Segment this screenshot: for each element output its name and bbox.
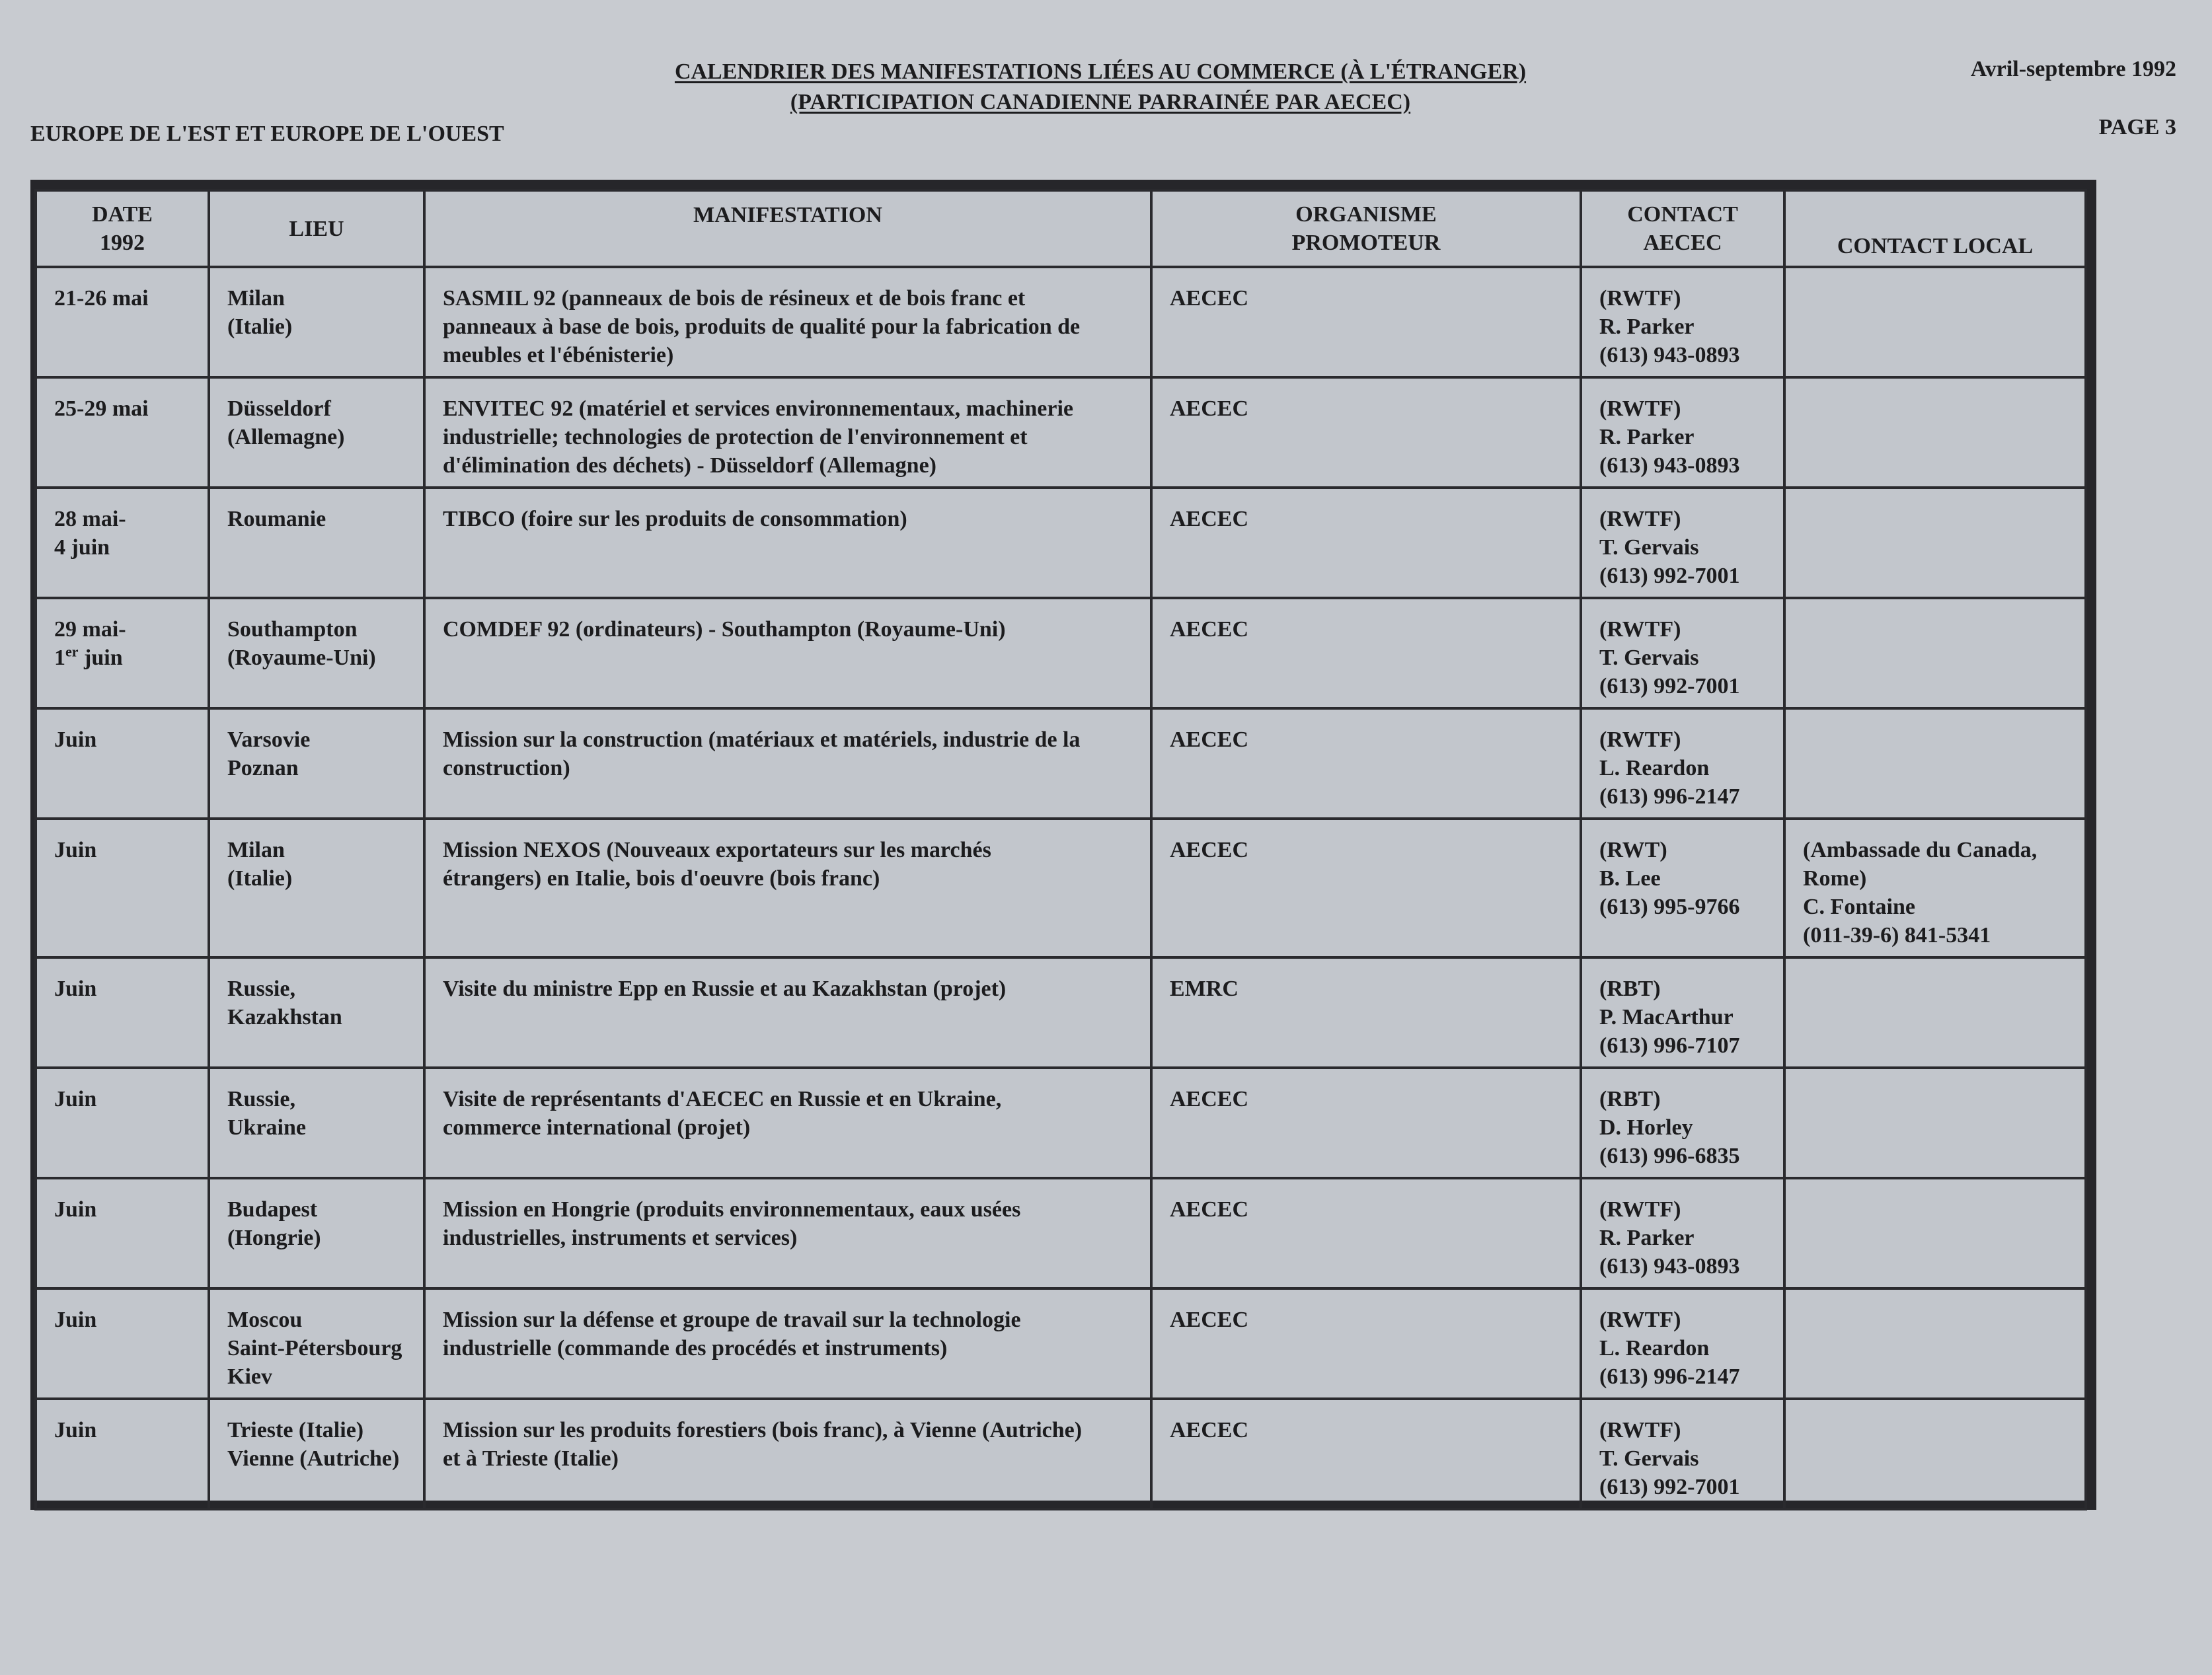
cell-organisme-line: AECEC (1170, 1197, 1249, 1222)
cell-contact-aecec-line: B. Lee (1599, 866, 1661, 891)
cell-manifestation (424, 1399, 1151, 1509)
cell-contact-aecec-line: (613) 943-0893 (1599, 453, 1740, 478)
cell-manifestation (424, 377, 1151, 488)
cell-lieu-line: Varsovie (227, 727, 311, 752)
cell-contact-aecec-line: P. MacArthur (1599, 1005, 1734, 1029)
cell-organisme-line: AECEC (1170, 396, 1249, 421)
cell-lieu (209, 1068, 424, 1178)
cell-contact-aecec (1581, 957, 1784, 1068)
cell-date-line: 1er juin (54, 643, 123, 670)
cell-manifestation-line: et à Trieste (Italie) (443, 1446, 619, 1471)
header-contact-local: CONTACT LOCAL (1784, 190, 2086, 267)
cell-contact-aecec-line: (RWTF) (1599, 286, 1681, 311)
cell-date-line: Juin (54, 1418, 97, 1442)
cell-lieu (209, 267, 424, 377)
header-date (36, 190, 209, 267)
cell-lieu (209, 1399, 424, 1509)
cell-lieu-line: (Italie) (227, 866, 293, 891)
table-row (36, 1178, 2086, 1288)
cell-lieu-line: Poznan (227, 756, 299, 780)
cell-date-line: Juin (54, 727, 97, 752)
cell-manifestation-line: panneaux à base de bois, produits de qualité pour la fabrication de (443, 315, 1081, 339)
cell-lieu-line: Milan (227, 838, 285, 862)
cell-date (36, 267, 209, 377)
cell-lieu (209, 819, 424, 957)
cell-contact-aecec (1581, 488, 1784, 598)
cell-contact-aecec (1581, 708, 1784, 819)
cell-organisme-line: AECEC (1170, 1087, 1249, 1111)
cell-lieu-line: (Hongrie) (227, 1226, 321, 1250)
header-date-line1: DATE (92, 202, 153, 227)
table-row (36, 1288, 2086, 1399)
cell-organisme (1151, 957, 1581, 1068)
cell-lieu-line: Saint-Pétersbourg (227, 1336, 402, 1360)
header-organisme-line1: ORGANISME (1295, 202, 1437, 227)
cell-date (36, 1288, 209, 1399)
cell-contact-aecec-line: R. Parker (1599, 425, 1695, 449)
cell-contact-aecec (1581, 1178, 1784, 1288)
cell-lieu (209, 1288, 424, 1399)
cell-manifestation-line: Visite de représentants d'AECEC en Russie et en Ukraine, (443, 1087, 1002, 1111)
cell-contact-aecec (1581, 598, 1784, 708)
cell-contact-aecec-line: T. Gervais (1599, 535, 1699, 560)
cell-organisme-line: AECEC (1170, 507, 1249, 531)
cell-lieu-line: Milan (227, 286, 285, 311)
cell-manifestation-line: Visite du ministre Epp en Russie et au Kazakhstan (projet) (443, 977, 1007, 1001)
cell-contact-local (1784, 957, 2086, 1068)
cell-lieu (209, 598, 424, 708)
table-row (36, 957, 2086, 1068)
cell-contact-local-line: C. Fontaine (1803, 895, 1915, 919)
cell-contact-aecec (1581, 819, 1784, 957)
cell-contact-aecec (1581, 1288, 1784, 1399)
header-contact-aecec (1581, 190, 1784, 267)
cell-lieu-line: Russie, (227, 977, 295, 1001)
cell-manifestation (424, 1288, 1151, 1399)
table-row (36, 488, 2086, 598)
cell-contact-local-line: (Ambassade du Canada, (1803, 838, 2038, 862)
cell-lieu-line: (Royaume-Uni) (227, 646, 376, 670)
table-row (36, 708, 2086, 819)
date-range: Avril-septembre 1992 (1970, 57, 2176, 81)
cell-manifestation-line: COMDEF 92 (ordinateurs) - Southampton (Royaume-Uni) (443, 617, 1006, 642)
cell-date-line: 4 juin (54, 535, 110, 560)
events-table (34, 189, 2087, 1510)
cell-contact-aecec-line: (613) 996-2147 (1599, 784, 1740, 809)
cell-lieu-line: Trieste (Italie) (227, 1418, 364, 1442)
cell-contact-aecec-line: R. Parker (1599, 315, 1695, 339)
header-aecec-line2: AECEC (1643, 231, 1722, 255)
cell-manifestation (424, 1068, 1151, 1178)
cell-lieu (209, 488, 424, 598)
cell-lieu (209, 708, 424, 819)
cell-organisme-line: EMRC (1170, 977, 1239, 1001)
cell-lieu-line: (Italie) (227, 315, 293, 339)
cell-lieu (209, 1178, 424, 1288)
cell-manifestation-line: SASMIL 92 (panneaux de bois de résineux et de bois franc et (443, 286, 1026, 311)
cell-organisme (1151, 598, 1581, 708)
cell-lieu (209, 957, 424, 1068)
cell-organisme (1151, 819, 1581, 957)
cell-manifestation (424, 267, 1151, 377)
title-line-1: CALENDRIER DES MANIFESTATIONS LIÉES AU COMMERCE (À L'ÉTRANGER) (674, 59, 1527, 84)
cell-date (36, 957, 209, 1068)
cell-contact-local-line: (011-39-6) 841-5341 (1803, 923, 1991, 948)
cell-contact-aecec (1581, 1399, 1784, 1509)
page-number: PAGE 3 (2098, 115, 2176, 139)
cell-contact-aecec-line: (RWTF) (1599, 1308, 1681, 1332)
cell-manifestation (424, 957, 1151, 1068)
cell-contact-aecec (1581, 377, 1784, 488)
cell-date (36, 598, 209, 708)
cell-contact-local (1784, 598, 2086, 708)
cell-contact-aecec (1581, 267, 1784, 377)
cell-contact-aecec (1581, 1068, 1784, 1178)
cell-date (36, 1068, 209, 1178)
cell-manifestation-line: construction) (443, 756, 570, 780)
events-table-frame (30, 180, 2096, 1510)
cell-organisme (1151, 488, 1581, 598)
cell-manifestation-line: industrielle; technologies de protection de l'environnement et (443, 425, 1028, 449)
cell-date-line: Juin (54, 977, 97, 1001)
cell-contact-local (1784, 1178, 2086, 1288)
header-date-line2: 1992 (100, 231, 145, 255)
cell-contact-aecec-line: L. Reardon (1599, 756, 1710, 780)
header-manifestation: MANIFESTATION (424, 190, 1151, 267)
header-organisme-line2: PROMOTEUR (1291, 231, 1441, 255)
cell-contact-local (1784, 488, 2086, 598)
cell-contact-local (1784, 1068, 2086, 1178)
cell-contact-aecec-line: (613) 943-0893 (1599, 1254, 1740, 1279)
cell-contact-aecec-line: (RWTF) (1599, 1197, 1681, 1222)
cell-manifestation-line: TIBCO (foire sur les produits de consommation) (443, 507, 907, 531)
cell-contact-aecec-line: (613) 995-9766 (1599, 895, 1740, 919)
cell-contact-aecec-line: T. Gervais (1599, 646, 1699, 670)
table-row (36, 377, 2086, 488)
cell-lieu-line: Budapest (227, 1197, 318, 1222)
cell-lieu-line: Kiev (227, 1364, 272, 1389)
cell-contact-aecec-line: (613) 992-7001 (1599, 564, 1740, 588)
cell-manifestation-line: Mission sur la construction (matériaux et matériels, industrie de la (443, 727, 1081, 752)
cell-date-line: 29 mai- (54, 617, 126, 642)
table-row (36, 1399, 2086, 1509)
table-row (36, 598, 2086, 708)
title-line-2: (PARTICIPATION CANADIENNE PARRAINÉE PAR AECEC) (790, 90, 1411, 114)
cell-lieu-line: Kazakhstan (227, 1005, 342, 1029)
table-row (36, 819, 2086, 957)
cell-manifestation (424, 1178, 1151, 1288)
cell-contact-aecec-line: (RWTF) (1599, 396, 1681, 421)
cell-date-line: Juin (54, 838, 97, 862)
cell-organisme-line: AECEC (1170, 617, 1249, 642)
cell-contact-aecec-line: (613) 996-6835 (1599, 1144, 1740, 1168)
table-body (36, 267, 2086, 1509)
cell-date-line: Juin (54, 1087, 97, 1111)
cell-manifestation-line: Mission sur la défense et groupe de travail sur la technologie (443, 1308, 1021, 1332)
cell-organisme (1151, 708, 1581, 819)
cell-lieu-line: Ukraine (227, 1115, 306, 1140)
cell-contact-aecec-line: (613) 992-7001 (1599, 674, 1740, 698)
cell-date-line: 25-29 mai (54, 396, 149, 421)
cell-organisme (1151, 1068, 1581, 1178)
cell-manifestation-line: Mission sur les produits forestiers (bois franc), à Vienne (Autriche) (443, 1418, 1083, 1442)
cell-date (36, 819, 209, 957)
cell-contact-aecec-line: (RWTF) (1599, 617, 1681, 642)
region-heading: EUROPE DE L'EST ET EUROPE DE L'OUEST (30, 122, 504, 146)
cell-organisme (1151, 1399, 1581, 1509)
cell-date (36, 708, 209, 819)
cell-date (36, 1399, 209, 1509)
cell-contact-aecec-line: (RBT) (1599, 1087, 1661, 1111)
cell-contact-aecec-line: D. Horley (1599, 1115, 1693, 1140)
cell-manifestation (424, 819, 1151, 957)
cell-lieu-line: Southampton (227, 617, 358, 642)
cell-contact-aecec-line: (RBT) (1599, 977, 1661, 1001)
cell-manifestation-line: industrielle (commande des procédés et instruments) (443, 1336, 948, 1360)
cell-organisme (1151, 1288, 1581, 1399)
cell-contact-aecec-line: (RWTF) (1599, 1418, 1681, 1442)
cell-manifestation (424, 598, 1151, 708)
cell-contact-local (1784, 1288, 2086, 1399)
cell-organisme-line: AECEC (1170, 1418, 1249, 1442)
cell-lieu-line: Vienne (Autriche) (227, 1446, 400, 1471)
cell-manifestation-line: Mission en Hongrie (produits environnementaux, eaux usées (443, 1197, 1021, 1222)
cell-contact-local (1784, 377, 2086, 488)
cell-contact-aecec-line: (RWT) (1599, 838, 1667, 862)
cell-date-line: 28 mai- (54, 507, 126, 531)
table-header-row (36, 190, 2086, 267)
cell-contact-aecec-line: T. Gervais (1599, 1446, 1699, 1471)
cell-lieu-line: Düsseldorf (227, 396, 331, 421)
cell-organisme-line: AECEC (1170, 727, 1249, 752)
cell-contact-aecec-line: L. Reardon (1599, 1336, 1710, 1360)
header-organisme (1151, 190, 1581, 267)
cell-contact-aecec-line: (613) 996-7107 (1599, 1033, 1740, 1058)
cell-organisme (1151, 1178, 1581, 1288)
cell-contact-aecec-line: (RWTF) (1599, 727, 1681, 752)
cell-contact-aecec-line: (613) 996-2147 (1599, 1364, 1740, 1389)
header-aecec-line1: CONTACT (1627, 202, 1738, 227)
cell-contact-local (1784, 819, 2086, 957)
cell-date-line: Juin (54, 1308, 97, 1332)
cell-manifestation-line: ENVITEC 92 (matériel et services environnementaux, machinerie (443, 396, 1074, 421)
cell-manifestation-line: commerce international (projet) (443, 1115, 751, 1140)
cell-organisme (1151, 377, 1581, 488)
cell-lieu-line: Russie, (227, 1087, 295, 1111)
cell-manifestation-line: d'élimination des déchets) - Düsseldorf (Allemagne) (443, 453, 937, 478)
cell-organisme-line: AECEC (1170, 838, 1249, 862)
cell-contact-local (1784, 1399, 2086, 1509)
cell-manifestation (424, 708, 1151, 819)
header-lieu: LIEU (209, 190, 424, 267)
cell-organisme (1151, 267, 1581, 377)
cell-manifestation-line: meubles et l'ébénisterie) (443, 343, 674, 367)
cell-lieu-line: (Allemagne) (227, 425, 345, 449)
cell-date-line: 21-26 mai (54, 286, 149, 311)
cell-manifestation-line: étrangers) en Italie, bois d'oeuvre (bois franc) (443, 866, 880, 891)
cell-contact-aecec-line: (613) 992-7001 (1599, 1475, 1740, 1499)
cell-date (36, 377, 209, 488)
cell-contact-local (1784, 267, 2086, 377)
cell-date-line: Juin (54, 1197, 97, 1222)
cell-organisme-line: AECEC (1170, 1308, 1249, 1332)
table-row (36, 1068, 2086, 1178)
cell-lieu (209, 377, 424, 488)
cell-manifestation (424, 488, 1151, 598)
cell-contact-local-line: Rome) (1803, 866, 1867, 891)
cell-contact-aecec-line: (613) 943-0893 (1599, 343, 1740, 367)
table-row (36, 267, 2086, 377)
cell-manifestation-line: industrielles, instruments et services) (443, 1226, 798, 1250)
cell-manifestation-line: Mission NEXOS (Nouveaux exportateurs sur les marchés (443, 838, 991, 862)
cell-lieu-line: Moscou (227, 1308, 303, 1332)
cell-contact-aecec-line: R. Parker (1599, 1226, 1695, 1250)
cell-contact-aecec-line: (RWTF) (1599, 507, 1681, 531)
cell-lieu-line: Roumanie (227, 507, 326, 531)
cell-organisme-line: AECEC (1170, 286, 1249, 311)
cell-date (36, 488, 209, 598)
cell-date (36, 1178, 209, 1288)
document-title (595, 57, 1606, 118)
cell-contact-local (1784, 708, 2086, 819)
